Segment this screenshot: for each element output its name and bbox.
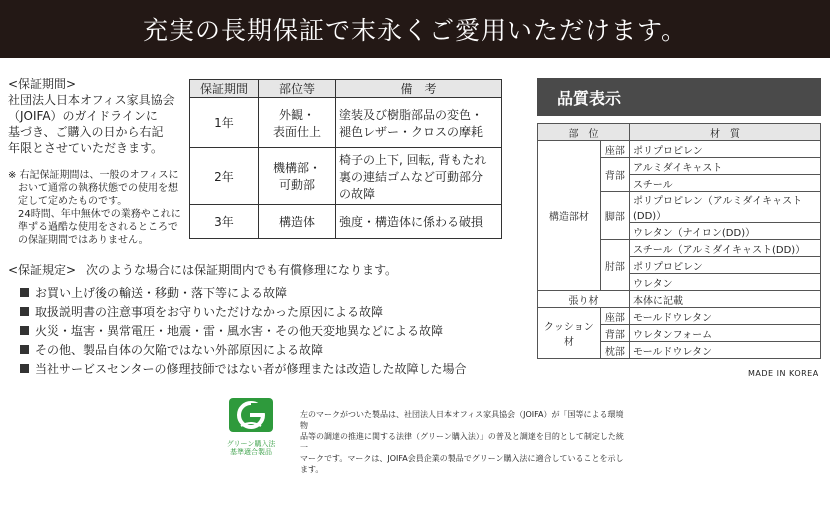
banner-title: 充実の長期保証で末永くご愛用いただけます。 (0, 0, 830, 58)
material-cell: ポリプロピレン (630, 257, 821, 274)
provisions-heading-line (8, 262, 397, 278)
part-cell: 肘部 (600, 240, 629, 291)
material-cell: アルミダイキャスト (630, 158, 821, 175)
note-line: ※ 右記保証期間は、一般のオフィスに (8, 170, 179, 181)
note-line: マークです。マークは、JOIFA会員企業の製品でグリーン購入法に適合していることを示します。 (300, 454, 624, 474)
bullet-square-icon (20, 345, 29, 354)
bullet-square-icon (20, 307, 29, 316)
col-material: 材 質 (630, 124, 821, 141)
group-cell: 張り材 (538, 291, 630, 308)
provisions-intro: 次のような場合には保証期間内でも有償修理になります。 (85, 263, 397, 277)
part-cell: 脚部 (600, 192, 629, 240)
note-line: 品等の調達の推進に関する法律（グリーン購入法）」の普及と調達を目的として制定した統一 (300, 432, 624, 452)
logo-line1: グリーン購入法 (226, 440, 276, 448)
material-cell: 本体に記載 (630, 291, 821, 308)
warranty-table (189, 79, 502, 239)
part-cell: 外観・ 表面仕上 (259, 98, 336, 148)
table-row (538, 308, 821, 325)
green-purchase-logo (219, 396, 283, 456)
material-cell: スチール (630, 175, 821, 192)
quality-title: 品質表示 (537, 78, 821, 116)
period-heading: <保証期間> (8, 77, 77, 91)
table-row (190, 205, 502, 239)
group-cell: 構造部材 (538, 141, 601, 291)
material-cell: ウレタン（ナイロン(DD)） (630, 223, 821, 240)
period-cell: 2年 (190, 148, 259, 205)
note-line: 左のマークがついた製品は、社団法人日本オフィス家具協会（JOIFA）が「国等による環境物 (300, 410, 624, 430)
material-cell: ウレタン (630, 274, 821, 291)
provisions-heading: <保証規定> (8, 263, 77, 277)
remark-cell: 強度・構造体に係わる破損 (336, 205, 502, 239)
part-cell: 座部 (600, 141, 629, 158)
note-line: の保証期間ではありません。 (18, 235, 149, 246)
bullet-square-icon (20, 326, 29, 335)
table-row (190, 98, 502, 148)
remark-cell: 椅子の上下, 回転, 背もたれ 裏の連結ゴムなど可動部分 の故障 (336, 148, 502, 205)
table-row (538, 291, 821, 308)
col-period: 保証期間 (190, 80, 259, 98)
list-item: お買い上げ後の輸送・移動・落下等による故障 (20, 284, 287, 301)
period-body-4: 年限とさせていただきます。 (8, 141, 164, 155)
list-item: その他、製品自体の欠陥ではない外部原因による故障 (20, 341, 323, 358)
material-cell: ポリプロピレン (630, 141, 821, 158)
table-row (538, 141, 821, 158)
period-body-1: 社団法人日本オフィス家具協会 (8, 93, 175, 107)
part-cell: 背部 (600, 325, 629, 342)
bullet-square-icon (20, 364, 29, 373)
green-note (300, 409, 625, 475)
table-row (190, 148, 502, 205)
col-part: 部位等 (259, 80, 336, 98)
table-header-row (190, 80, 502, 98)
part-cell: 構造体 (259, 205, 336, 239)
period-cell: 3年 (190, 205, 259, 239)
list-item: 取扱説明書の注意事項をお守りいただけなかった原因による故障 (20, 303, 383, 320)
note-line: おいて通常の執務状態での使用を想 (18, 183, 178, 194)
part-cell: 背部 (600, 158, 629, 192)
made-in-label: MADE IN KOREA (748, 369, 819, 378)
col-remark: 備 考 (336, 80, 502, 98)
period-body-2: （JOIFA）のガイドラインに (8, 109, 158, 123)
list-item: 当社サービスセンターの修理技師ではない者が修理または改造した故障した場合 (20, 360, 467, 377)
remark-cell: 塗装及び樹脂部品の変色・ 褪色レザー・クロスの摩耗 (336, 98, 502, 148)
bullet-square-icon (20, 288, 29, 297)
note-line: 定して定めたものです。 (18, 196, 128, 207)
col-part: 部 位 (538, 124, 630, 141)
green-g-icon (219, 396, 283, 436)
part-cell: 枕部 (600, 342, 629, 359)
note-line: 準ずる過酷な使用をされるところで (18, 222, 178, 233)
warranty-period-section (8, 76, 188, 156)
logo-line2: 基準適合製品 (230, 448, 272, 456)
material-cell: スチール（アルミダイキャスト(DD)） (630, 240, 821, 257)
material-cell: モールドウレタン (630, 308, 821, 325)
period-note (8, 169, 188, 247)
period-body-3: 基づき、ご購入の日から右記 (8, 125, 164, 139)
quality-table (537, 123, 821, 359)
period-cell: 1年 (190, 98, 259, 148)
note-line: 24時間、年中無休での業務やこれに (18, 209, 181, 220)
part-cell: 機構部・ 可動部 (259, 148, 336, 205)
table-header-row (538, 124, 821, 141)
material-cell: モールドウレタン (630, 342, 821, 359)
material-cell: ウレタンフォーム (630, 325, 821, 342)
group-cell: クッション材 (538, 308, 601, 359)
list-item: 火災・塩害・異常電圧・地震・雷・風水害・その他天変地異などによる故障 (20, 322, 443, 339)
part-cell: 座部 (600, 308, 629, 325)
material-cell: ポリプロピレン（アルミダイキャスト(DD)） (630, 192, 821, 223)
